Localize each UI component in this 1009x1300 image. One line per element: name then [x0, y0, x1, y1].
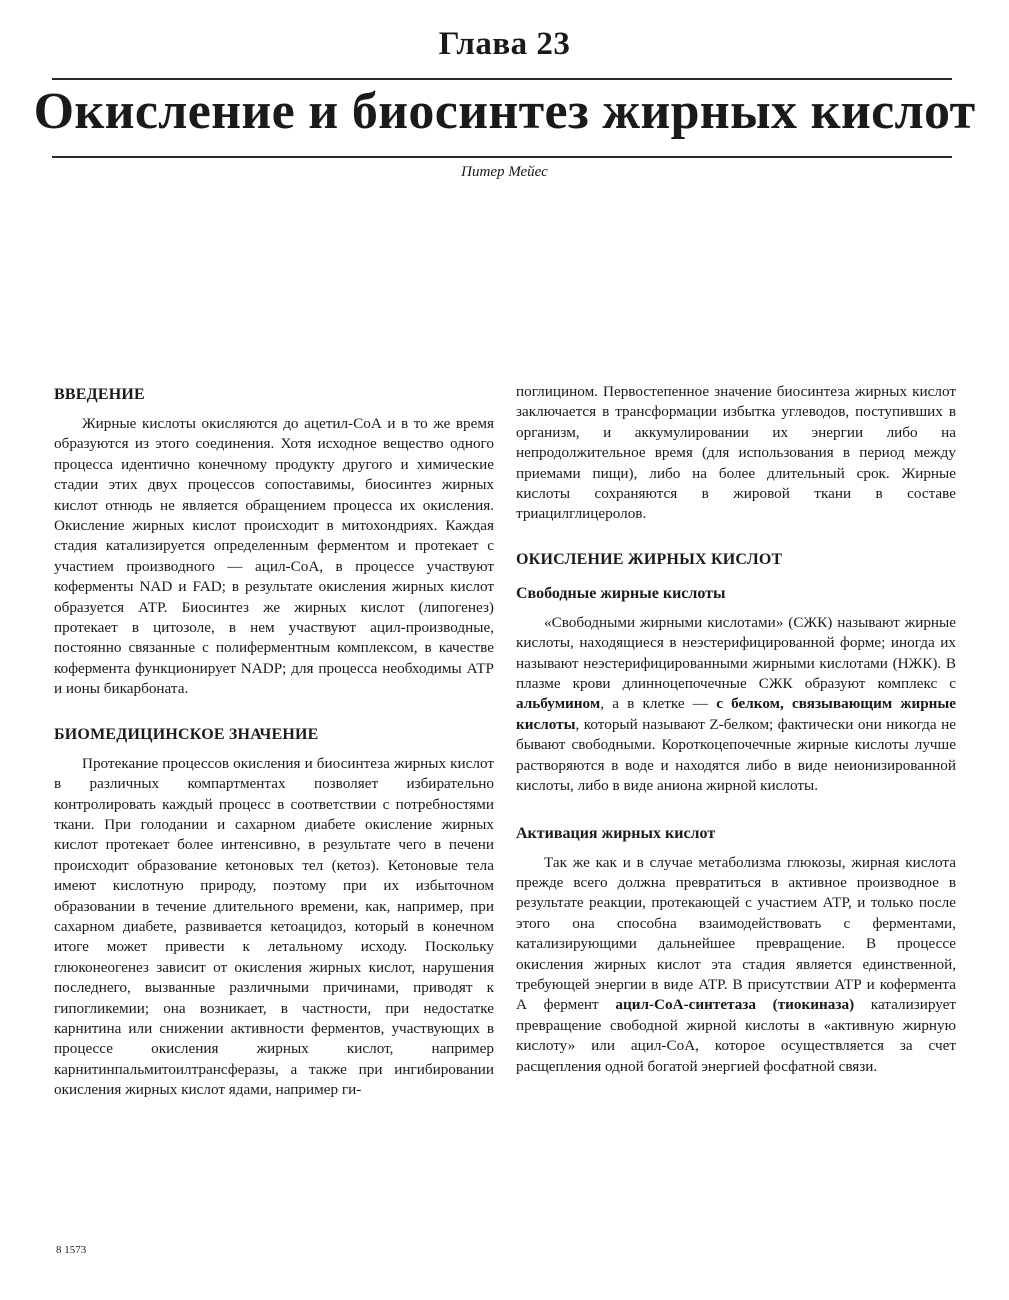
intro-heading: ВВЕДЕНИЕ [54, 386, 145, 403]
intro-paragraph: Жирные кислоты окисляются до ацетил-СоА и в то же время образуются из этого соединения. Хотя исходное вещество одного процесса идентично конечному продукту другого и химические стадии этих двух процессов сопоставимы, биосинтез жирных кислот отнюдь не является обращением процесса их окисления. Окисление жирных кислот происходит в митохондриях. Каждая стадия катализируется определенным ферментом и протекает с участием производного — ацил-СоА, в процессе участвуют коферменты NAD и FAD; в результате окисления жирных кислот образуется АТР. Биосинтез же жирных кислот (липогенез) протекает в цитозоле, в нем участвуют ацил-производные, постоянно связанные с полиферментным комплексом, в качестве кофермента функционирует NADP; для процесса необходимы АТР и ионы бикарбоната. [54, 415, 494, 698]
title-top-rule [52, 78, 952, 80]
author-name: Питер Мейес [461, 164, 548, 180]
activation-heading: Активация жирных кислот [516, 824, 716, 842]
free-fa-text-2: , а в клетке — [600, 695, 717, 713]
right-column [516, 382, 956, 1077]
albumin-term: альбумином [516, 695, 601, 713]
biomed-heading: БИОМЕДИЦИНСКОЕ ЗНАЧЕНИЕ [54, 725, 319, 743]
chapter-number: Глава 23 [438, 26, 571, 62]
free-fa-text-3: , который называют Z-белком; фактически они никогда не бывают свободными. Короткоцепочечные жирные кислоты лучше растворяются в воде и находятся либо в виде неионизированной кислоты, либо в виде аниона жирной кислоты. [516, 715, 956, 795]
binding-protein-term: с белком, связывающим жирные кислоты [516, 695, 956, 733]
activation-text-1: Так же как и в случае метаболизма глюкозы, жирная кислота прежде всего должна превратиться в активное производное в результате реакции, протекающей с участием АТР, и только после этого она способна взаимодействовать с ферментами, катализирующими дальнейшее превращение. В процессе окисления жирных кислот эта стадия является единственной, требующей энергии в виде АТР. В присутствии АТР и кофермента А фермент [516, 853, 956, 1014]
printer-signature: 8 1573 [56, 1244, 87, 1256]
continuation-paragraph: поглицином. Первостепенное значение биосинтеза жирных кислот заключается в трансформации избытка углеводов, поступивших в организм, и аккумулировании их энергии либо на непродолжительное время (для использования в период между приемами пищи), либо на более длительный срок. Жирные кислоты сохраняются в жировой ткани в составе триацилглицеролов. [516, 383, 956, 523]
free-fa-text-1: «Свободными жирными кислотами» (СЖК) называют жирные кислоты, находящиеся в неэстерифицированной форме; иногда их называют неэстерифицированными жирными кислотами (НЖК). В плазме крови длинноцепочечные СЖК образуют комплекс с [516, 613, 956, 693]
free-fatty-acids-paragraph [516, 613, 956, 797]
biomed-paragraph: Протекание процессов окисления и биосинтеза жирных кислот в различных компартментах позволяет избирательно контролировать каждый процесс в соответствии с потребностями ткани. При голодании и сахарном диабете окисление жирных кислот протекает более интенсивно, в результате чего в печени происходит образование кетоновых тел (кетоз). Кетоновые тела имеют кислотную природу, поэтому при их избыточном образовании в течение длительного времени, как, например, при сахарном диабете, развивается кетоацидоз, который в конечном итоге может привести к летальному исходу. Поскольку глюконеогенез зависит от окисления жирных кислот, нарушения последнего, вызванные различными причинами, приводят к гипогликемии; она возникает, в частности, при недостатке карнитина или снижении активности ферментов, участвующих в процессе окисления жирных кислот, например карнитинпальмитоилтрансферазы, а также при ингибировании окисления жирных кислот ядами, например ги- [54, 754, 494, 1099]
synthetase-term: ацил-СоА-синтетаза (тиокиназа) [615, 996, 855, 1014]
free-fatty-acids-heading: Свободные жирные кислоты [516, 584, 726, 602]
activation-paragraph [516, 853, 956, 1077]
title-bottom-rule [52, 156, 952, 158]
activation-text-2: катализирует превращение свободной жирной кислоты в «активную жирную кислоту» или ацил-СоА, которое осуществляется за счет расщепления одной богатой энергией фосфатной связи. [516, 996, 956, 1075]
left-column [54, 382, 494, 1101]
oxidation-heading: ОКИСЛЕНИЕ ЖИРНЫХ КИСЛОТ [516, 550, 783, 568]
chapter-title: Окисление и биосинтез жирных кислот [33, 83, 976, 140]
